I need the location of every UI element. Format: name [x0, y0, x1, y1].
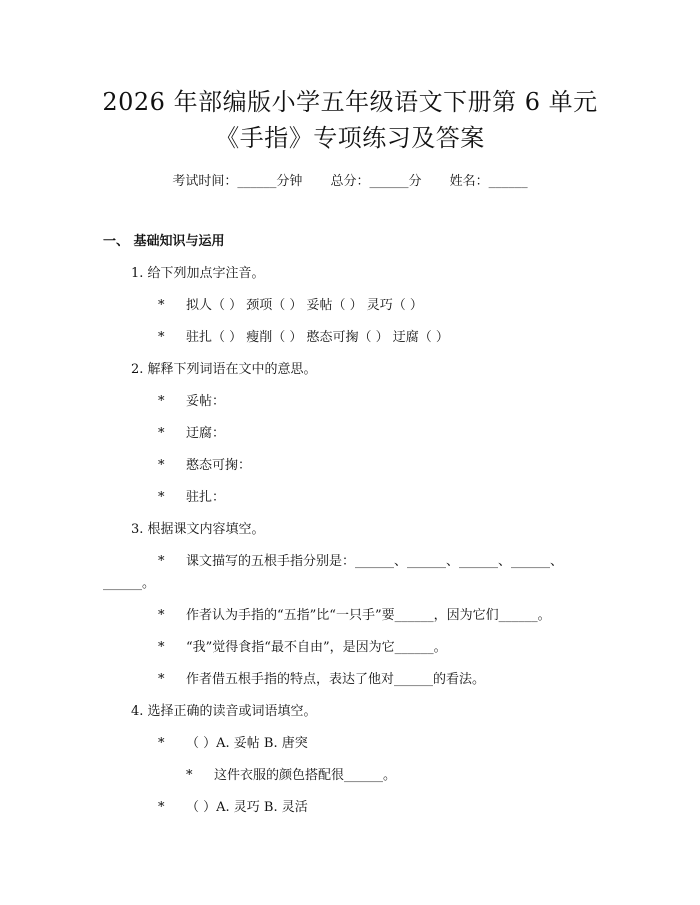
bullet: *: [158, 736, 165, 751]
question-1: 1. 给下列加点字注音。: [131, 266, 265, 281]
bullet: *: [158, 394, 165, 409]
list-item: * 作者借五根手指的特点，表达了他对______的看法。: [158, 672, 486, 687]
bullet: *: [158, 640, 165, 655]
bullet: *: [158, 426, 165, 441]
sub-list-item: * 这件衣服的颜色搭配很______。: [186, 768, 397, 783]
total-score: 总分：______分: [330, 174, 422, 189]
list-item: * “我”觉得食指“最不自由”，是因为它______。: [158, 640, 447, 655]
bullet: *: [158, 672, 165, 687]
question-2: 2. 解释下列词语在文中的意思。: [131, 362, 317, 377]
bullet: *: [158, 490, 165, 505]
question-4: 4. 选择正确的读音或词语填空。: [131, 704, 317, 719]
student-name: 姓名：______: [449, 174, 528, 189]
exam-meta: [0, 170, 700, 189]
list-item: * 课文描写的五根手指分别是：______、______、______、______、: [158, 554, 564, 569]
bullet: *: [158, 608, 165, 623]
list-item: * 拟人（ ） 颈项（ ） 妥帖（ ） 灵巧（ ）: [158, 298, 423, 313]
title-line-1: 2026 年部编版小学五年级语文下册第 6 单元: [102, 88, 598, 116]
exam-time: 考试时间：______分钟: [172, 174, 303, 189]
list-item: * 妥帖：: [158, 394, 226, 409]
bullet: *: [158, 330, 165, 345]
list-item: * 驻扎：: [158, 490, 226, 505]
bullet: *: [158, 554, 165, 569]
title-line-2: 《手指》专项练习及答案: [215, 124, 485, 152]
list-item: * 憨态可掬：: [158, 458, 252, 473]
list-item: * （ ）A. 妥帖 B. 唐突: [158, 736, 308, 751]
list-item: * 作者认为手指的“五指”比“一只手”要______，因为它们______。: [158, 608, 551, 623]
list-item-continued: ______。: [103, 576, 156, 591]
bullet: *: [158, 458, 165, 473]
question-3: 3. 根据课文内容填空。: [131, 522, 265, 537]
bullet: *: [186, 768, 193, 783]
section-heading: 一、 基础知识与运用: [103, 234, 225, 249]
list-item: * 驻扎（ ） 瘦削（ ） 憨态可掬（ ） 迂腐（ ）: [158, 330, 449, 345]
bullet: *: [158, 800, 165, 815]
list-item: * 迂腐：: [158, 426, 226, 441]
bullet: *: [158, 298, 165, 313]
list-item: * （ ）A. 灵巧 B. 灵活: [158, 800, 308, 815]
